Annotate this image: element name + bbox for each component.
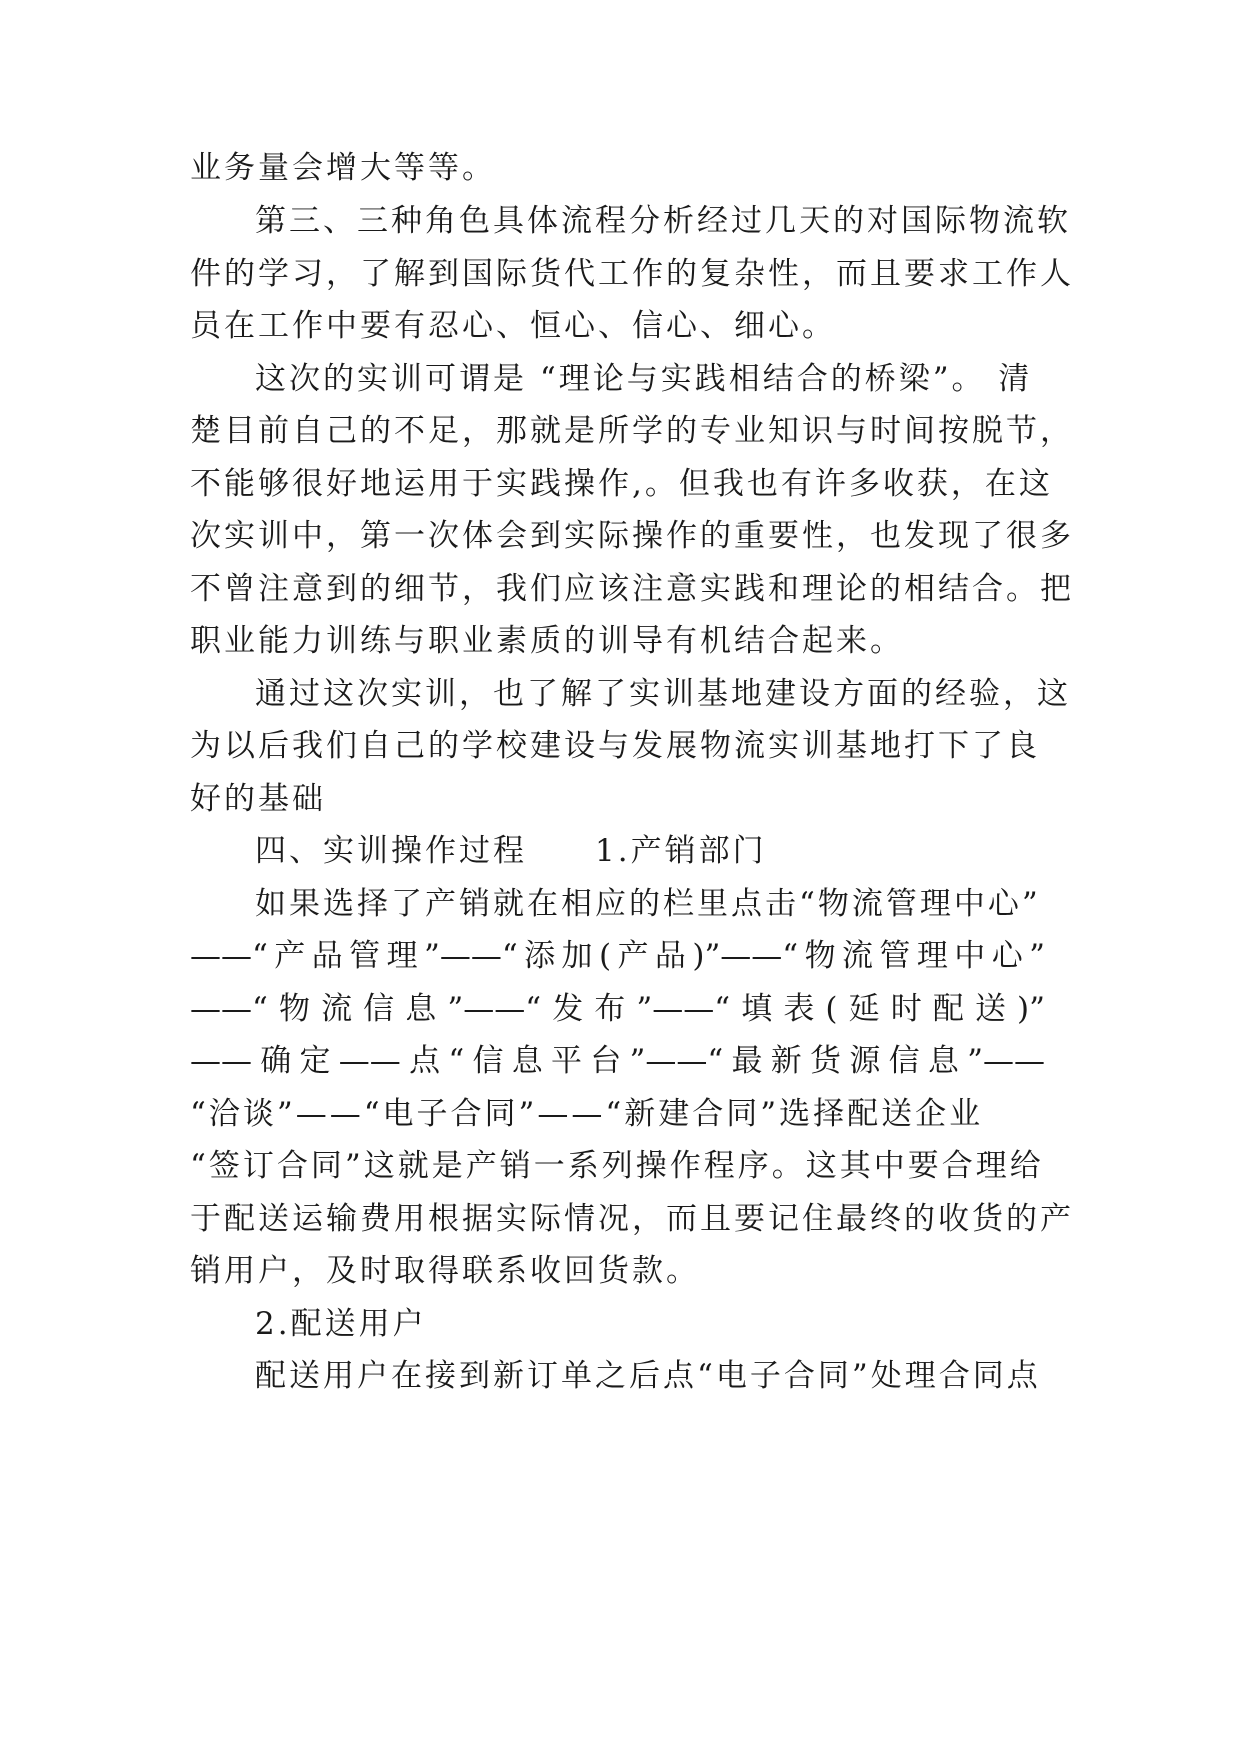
text-line: “签订合同”这就是产销一系列操作程序。这其中要合理给 <box>190 1148 1044 1184</box>
text-line: 件的学习，了解到国际货代工作的复杂性，而且要求工作人 <box>190 256 1074 292</box>
text-line: 职业能力训练与职业素质的训导有机结合起来。 <box>190 623 904 659</box>
text-line: 这次的实训可谓是 “理论与实践相结合的桥梁”。 清 <box>255 361 1033 397</box>
text-line: 于配送运输费用根据实际情况，而且要记住最终的收货的产 <box>190 1201 1074 1237</box>
section-heading: 四、实训操作过程 1.产销部门 <box>255 833 767 869</box>
text-line: 员在工作中要有忍心、恒心、信心、细心。 <box>190 308 836 344</box>
text-line: 好的基础 <box>190 781 326 817</box>
text-line: 次实训中，第一次体会到实际操作的重要性，也发现了很多 <box>190 518 1074 554</box>
text-line: ——“产品管理”——“添加(产品)”——“物流管理中心” <box>190 938 1045 974</box>
text-line: ——“物流信息”——“发布”——“填表(延时配送)” <box>190 991 1045 1027</box>
text-line: 不能够很好地运用于实践操作,。但我也有许多收获，在这 <box>190 466 1053 502</box>
text-line: 楚目前自己的不足，那就是所学的专业知识与时间按脱节， <box>190 413 1074 449</box>
text-line: 如果选择了产销就在相应的栏里点击“物流管理中心” <box>255 886 1041 922</box>
text-line: 第三、三种角色具体流程分析经过几天的对国际物流软 <box>255 203 1071 239</box>
text-line: 配送用户在接到新订单之后点“电子合同”处理合同点 <box>255 1358 1041 1394</box>
text-line: ——确定——点“信息平台”——“最新货源信息”—— <box>190 1043 1045 1079</box>
text-line: 通过这次实训，也了解了实训基地建设方面的经验，这 <box>255 676 1071 712</box>
text-line: 为以后我们自己的学校建设与发展物流实训基地打下了良 <box>190 728 1040 764</box>
text-line: 不曾注意到的细节，我们应该注意实践和理论的相结合。把 <box>190 571 1074 607</box>
text-line: 销用户，及时取得联系收回货款。 <box>190 1253 700 1289</box>
text-line: “洽谈”——“电子合同”——“新建合同”选择配送企业 <box>190 1096 984 1132</box>
text-line: 业务量会增大等等。 <box>190 150 496 186</box>
subsection-heading: 2.配送用户 <box>255 1306 427 1342</box>
